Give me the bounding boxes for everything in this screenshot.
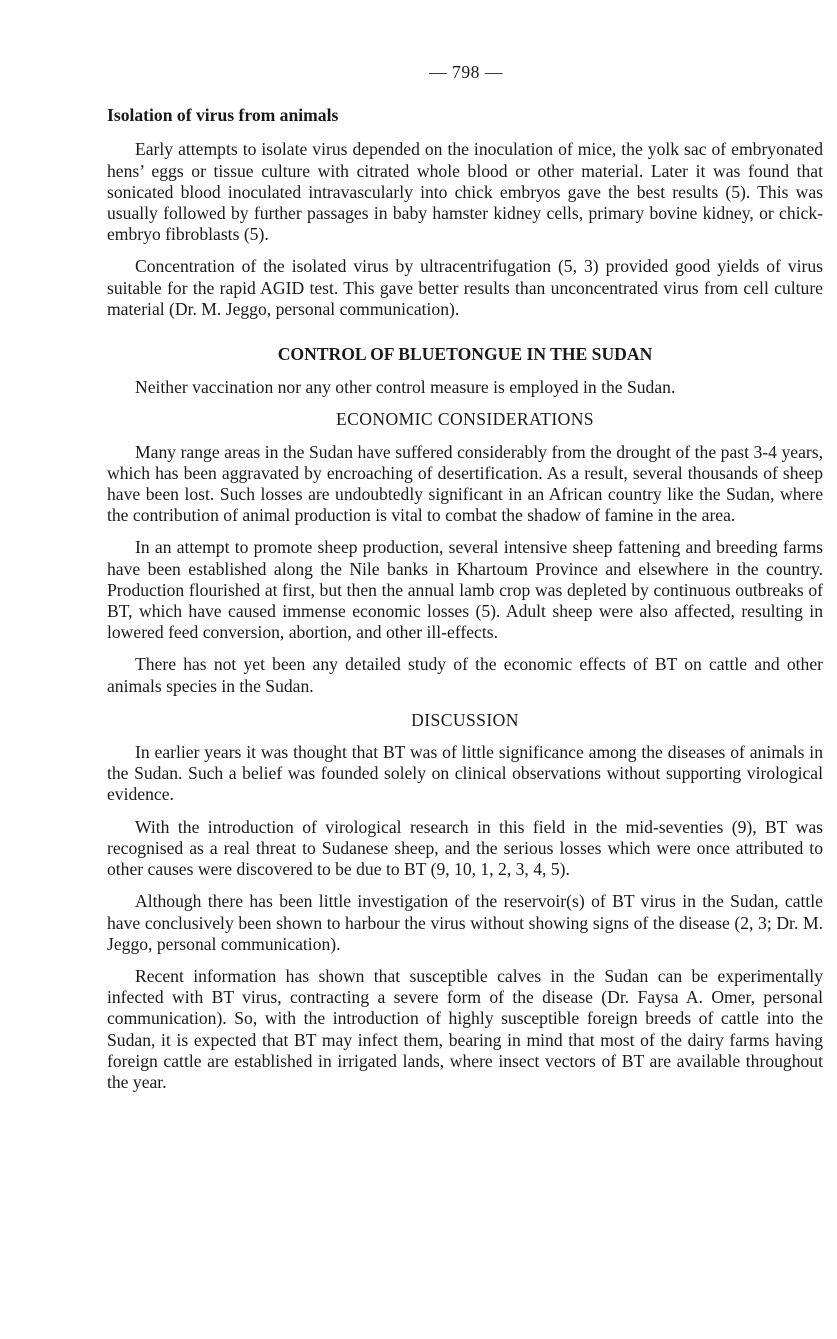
discussion-paragraph: With the introduction of virological research in this field in the mid-seventies (9), BT was recognised as a real threat to Sudanese sheep, and the serious losses which were once attributed to other causes were discovered to be due to BT (9, 10, 1, 2, 3, 4, 5). — [107, 816, 823, 880]
discussion-paragraph: Although there has been little investigation of the reservoir(s) of BT virus in the Sudan, cattle have conclusively been shown to harbour the virus without showing signs of the disease (2, 3; Dr. M. Jeggo, personal communication). — [107, 891, 823, 954]
control-paragraph: Neither vaccination nor any other control measure is employed in the Sudan. — [135, 377, 676, 398]
economic-heading: ECONOMIC CONSIDERATIONS — [336, 409, 594, 430]
discussion-heading: DISCUSSION — [411, 709, 519, 730]
page-number: — 798 — — [429, 62, 503, 82]
isolation-heading: Isolation of virus from animals — [107, 105, 339, 126]
isolation-paragraph: Concentration of the isolated virus by ultracentrifugation (5, 3) provided good yields of virus suitable for the rapid AGID test. This gave better results than unconcentrated virus from cell culture material (Dr. M. Jeggo, personal communication). — [107, 256, 823, 319]
economic-paragraph: In an attempt to promote sheep production, several intensive sheep fattening and breeding farms have been established along the Nile banks in Khartoum Province and elsewhere in the country. Production flourished at first, but then the annual lamb crop was depleted by continuous outbreaks of BT, which have caused immense economic losses (5). Adult sheep were also affected, resulting in lowered feed conversion, abortion, and other ill-effects. — [107, 537, 823, 643]
economic-paragraph: There has not yet been any detailed study of the economic effects of BT on cattle and other animals species in the Sudan. — [107, 654, 823, 696]
discussion-paragraph: In earlier years it was thought that BT was of little significance among the diseases of animals in the Sudan. Such a belief was founded solely on clinical observations without supporting virological evidence. — [107, 742, 823, 805]
document-page — [107, 62, 823, 1104]
control-heading: CONTROL OF BLUETONGUE IN THE SUDAN — [277, 344, 653, 365]
discussion-paragraph: Recent information has shown that susceptible calves in the Sudan can be experimentally infected with BT virus, contracting a severe form of the disease (Dr. Faysa A. Omer, personal communication). So, with the introduction of highly susceptible foreign breeds of cattle into the Sudan, it is expected that BT may infect them, bearing in mind that most of the dairy farms having foreign cattle are established in irrigated lands, where insect vectors of BT are available throughout the year. — [107, 965, 823, 1092]
economic-paragraph: Many range areas in the Sudan have suffered considerably from the drought of the past 3-4 years, which has been aggravated by encroaching of desertification. As a result, several thousands of sheep have been lost. Such losses are undoubtedly significant in an African country like the Sudan, where the contribution of animal production is vital to combat the shadow of famine in the area. — [107, 441, 823, 526]
isolation-paragraph: Early attempts to isolate virus depended on the inoculation of mice, the yolk sac of embryonated hens’ eggs or tissue culture with citrated whole blood or other material. Later it was found that sonicated blood inoculated intravascularly into chick embryos gave the best results (5). This was usually followed by further passages in baby hamster kidney cells, primary bovine kidney, or chick-embryo fibroblasts (5). — [107, 139, 823, 245]
